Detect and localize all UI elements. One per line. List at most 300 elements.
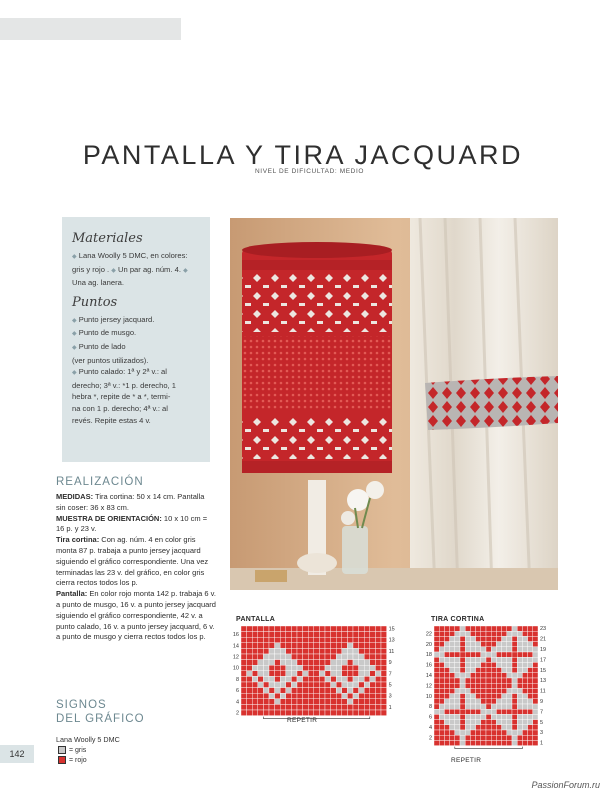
chart-cell (496, 740, 501, 745)
chart-cell (455, 720, 460, 725)
chart-cell (336, 699, 342, 705)
chart-cell (486, 720, 491, 725)
chart-cell (353, 648, 359, 654)
tira-text: Con ag. núm. 4 en color gris monta 87 p. trabaja a punto jersey jacquard siguiendo el gráfico correspondiente. Una vez terminadas las 23 v. del gráfico, en color gris cierra rectos todos los p. (56, 535, 209, 588)
chart-cell (444, 631, 449, 636)
chart-cell (325, 699, 331, 705)
chart-cell (314, 632, 320, 638)
chart-cell (502, 683, 507, 688)
chart-cell (486, 709, 491, 714)
chart-cell (481, 714, 486, 719)
chart-cell (491, 673, 496, 678)
chart-cell (319, 643, 325, 649)
chart-cell (476, 668, 481, 673)
chart-cell (375, 665, 381, 671)
chart-cell (444, 720, 449, 725)
chart-cell (481, 694, 486, 699)
chart-cell (502, 740, 507, 745)
chart-cell (465, 683, 470, 688)
chart-cell (303, 676, 309, 682)
chart-cell (325, 643, 331, 649)
chart-cell (517, 720, 522, 725)
chart-cell (528, 730, 533, 735)
chart-cell (275, 665, 281, 671)
chart-cell (247, 665, 253, 671)
chart-cell (252, 682, 258, 688)
chart-cell (450, 662, 455, 667)
chart-cell (336, 710, 342, 716)
muestra-label: MUESTRA DE ORIENTACIÓN: (56, 513, 162, 523)
chart-cell (460, 662, 465, 667)
chart-cell (308, 710, 314, 716)
chart-cell (269, 654, 275, 660)
chart-cell (247, 626, 253, 632)
chart-cell (241, 671, 247, 677)
chart-cell (434, 714, 439, 719)
chart-cell (258, 660, 264, 666)
chart-cell (496, 673, 501, 678)
row-number: 11 (540, 688, 546, 695)
chart-cell (465, 652, 470, 657)
chart-cell (486, 647, 491, 652)
chart-cell (336, 688, 342, 694)
lampshade-photo-image (230, 218, 558, 590)
chart-cell (297, 637, 303, 643)
chart-cell (247, 682, 253, 688)
chart-cell (507, 647, 512, 652)
chart-cell (512, 740, 517, 745)
chart-cell (353, 632, 359, 638)
row-number: 5 (540, 719, 544, 726)
chart-cell (252, 632, 258, 638)
chart-cell (252, 643, 258, 649)
chart-cell (347, 654, 353, 660)
chart-cell (486, 631, 491, 636)
chart-cell (347, 632, 353, 638)
chart-cell (496, 657, 501, 662)
chart-cell (470, 652, 475, 657)
chart-cell (308, 693, 314, 699)
chart-cell (512, 652, 517, 657)
chart-cell (359, 660, 365, 666)
chart-cell (486, 735, 491, 740)
chart-cell (502, 631, 507, 636)
chart-cell (353, 643, 359, 649)
chart-cell (522, 647, 527, 652)
chart-cell (269, 637, 275, 643)
chart-cell (286, 643, 292, 649)
chart-cell (439, 740, 444, 745)
legend-label: = gris (69, 746, 87, 754)
chart-cell (291, 665, 297, 671)
chart-cell (517, 694, 522, 699)
chart-cell (342, 671, 348, 677)
chart-cell (375, 688, 381, 694)
chart-cell (496, 714, 501, 719)
chart-cell (247, 693, 253, 699)
chart-cell (359, 626, 365, 632)
chart-cell (359, 643, 365, 649)
chart-cell (434, 673, 439, 678)
chart-cell (297, 688, 303, 694)
chart-cell (517, 683, 522, 688)
chart-cell (359, 637, 365, 643)
pantalla-chart-label: PANTALLA (236, 616, 276, 623)
chart-cell (275, 637, 281, 643)
chart-cell (280, 637, 286, 643)
chart-cell (507, 673, 512, 678)
chart-cell (286, 699, 292, 705)
chart-cell (455, 626, 460, 631)
chart-cell (364, 632, 370, 638)
tira-label: Tira cortina: (56, 535, 100, 545)
chart-cell (512, 636, 517, 641)
chart-cell (517, 699, 522, 704)
chart-cell (308, 704, 314, 710)
page-number: 142 (0, 745, 34, 763)
chart-cell (481, 668, 486, 673)
chart-cell (465, 673, 470, 678)
chart-cell (522, 694, 527, 699)
chart-cell (247, 643, 253, 649)
chart-cell (336, 637, 342, 643)
chart-cell (528, 647, 533, 652)
chart-cell (359, 704, 365, 710)
chart-cell (444, 683, 449, 688)
chart-cell (258, 637, 264, 643)
chart-cell (460, 652, 465, 657)
chart-cell (491, 668, 496, 673)
chart-cell (286, 660, 292, 666)
chart-cell (470, 662, 475, 667)
chart-cell (465, 688, 470, 693)
chart-cell (319, 704, 325, 710)
chart-cell (252, 660, 258, 666)
chart-cell (303, 688, 309, 694)
chart-cell (470, 720, 475, 725)
chart-cell (303, 654, 309, 660)
chart-cell (247, 671, 253, 677)
chart-cell (263, 682, 269, 688)
chart-cell (533, 688, 538, 693)
chart-cell (325, 626, 331, 632)
chart-cell (291, 693, 297, 699)
chart-cell (364, 682, 370, 688)
chart-cell (465, 704, 470, 709)
chart-cell (439, 730, 444, 735)
chart-cell (496, 642, 501, 647)
chart-cell (308, 688, 314, 694)
chart-cell (502, 657, 507, 662)
chart-cell (444, 642, 449, 647)
chart-cell (470, 673, 475, 678)
chart-cell (275, 671, 281, 677)
chart-cell (314, 665, 320, 671)
chart-cell (455, 709, 460, 714)
chart-cell (247, 648, 253, 654)
chart-cell (481, 720, 486, 725)
chart-cell (481, 652, 486, 657)
chart-cell (286, 671, 292, 677)
chart-cell (496, 668, 501, 673)
chart-cell (455, 694, 460, 699)
chart-cell (528, 688, 533, 693)
chart-cell (258, 682, 264, 688)
chart-cell (319, 688, 325, 694)
chart-cell (481, 709, 486, 714)
chart-cell (496, 709, 501, 714)
chart-cell (465, 657, 470, 662)
chart-cell (364, 671, 370, 677)
chart-cell (314, 704, 320, 710)
chart-cell (381, 665, 387, 671)
chart-cell (325, 710, 331, 716)
chart-cell (460, 735, 465, 740)
chart-cell (263, 671, 269, 677)
chart-cell (353, 637, 359, 643)
chart-cell (375, 710, 381, 716)
chart-cell (263, 704, 269, 710)
chart-cell (465, 642, 470, 647)
chart-cell (308, 665, 314, 671)
chart-cell (439, 688, 444, 693)
chart-cell (528, 678, 533, 683)
chart-cell (533, 652, 538, 657)
chart-cell (331, 660, 337, 666)
chart-cell (342, 660, 348, 666)
chart-cell (444, 730, 449, 735)
chart-cell (502, 678, 507, 683)
chart-cell (303, 704, 309, 710)
chart-cell (517, 668, 522, 673)
chart-cell (533, 647, 538, 652)
chart-cell (507, 683, 512, 688)
chart-cell (370, 710, 376, 716)
chart-cell (359, 676, 365, 682)
chart-cell (476, 730, 481, 735)
chart-cell (481, 662, 486, 667)
chart-cell (375, 648, 381, 654)
chart-cell (476, 725, 481, 730)
chart-cell (528, 642, 533, 647)
chart-cell (347, 626, 353, 632)
chart-cell (252, 654, 258, 660)
chart-cell (533, 636, 538, 641)
chart-cell (517, 647, 522, 652)
chart-cell (353, 665, 359, 671)
chart-cell (342, 704, 348, 710)
chart-cell (507, 652, 512, 657)
chart-cell (528, 631, 533, 636)
chart-cell (353, 654, 359, 660)
chart-cell (291, 671, 297, 677)
chart-cell (434, 740, 439, 745)
chart-cell (533, 662, 538, 667)
chart-cell (465, 631, 470, 636)
difficulty-level: NIVEL DE DIFICULTAD: MEDIO (255, 168, 365, 175)
chart-cell (314, 626, 320, 632)
chart-cell (517, 626, 522, 631)
chart-cell (241, 704, 247, 710)
chart-cell (336, 665, 342, 671)
chart-cell (336, 626, 342, 632)
chart-cell (496, 720, 501, 725)
chart-cell (269, 632, 275, 638)
chart-cell (491, 647, 496, 652)
chart-cell (465, 740, 470, 745)
chart-cell (375, 660, 381, 666)
chart-cell (528, 714, 533, 719)
chart-cell (280, 648, 286, 654)
chart-cell (481, 699, 486, 704)
chart-cell (434, 688, 439, 693)
chart-cell (444, 668, 449, 673)
chart-cell (291, 676, 297, 682)
chart-cell (528, 626, 533, 631)
chart-cell (331, 643, 337, 649)
chart-cell (491, 688, 496, 693)
chart-cell (502, 668, 507, 673)
tira-chart-grid (421, 624, 561, 758)
chart-cell (460, 668, 465, 673)
chart-cell (314, 676, 320, 682)
chart-cell (444, 662, 449, 667)
chart-cell (381, 710, 387, 716)
row-number: 8 (428, 704, 432, 711)
chart-cell (481, 642, 486, 647)
chart-cell (364, 693, 370, 699)
legend-grey (58, 746, 216, 754)
chart-cell (522, 657, 527, 662)
chart-cell (434, 720, 439, 725)
chart-cell (512, 673, 517, 678)
row-number: 20 (425, 641, 432, 648)
chart-cell (353, 676, 359, 682)
chart-cell (481, 740, 486, 745)
chart-cell (455, 688, 460, 693)
chart-cell (359, 699, 365, 705)
chart-cell (507, 694, 512, 699)
chart-cell (486, 704, 491, 709)
chart-cell (280, 660, 286, 666)
chart-cell (465, 725, 470, 730)
chart-cell (439, 647, 444, 652)
chart-cell (297, 626, 303, 632)
chart-cell (241, 654, 247, 660)
chart-cell (319, 693, 325, 699)
row-number: 9 (388, 660, 392, 667)
chart-cell (470, 631, 475, 636)
page-title: PANTALLA Y TIRA JACQUARD (82, 140, 524, 170)
chart-cell (450, 730, 455, 735)
chart-cell (314, 660, 320, 666)
chart-cell (308, 682, 314, 688)
chart-cell (280, 654, 286, 660)
chart-cell (522, 662, 527, 667)
chart-cell (325, 704, 331, 710)
chart-cell (460, 725, 465, 730)
chart-cell (291, 682, 297, 688)
chart-cell (297, 699, 303, 705)
chart-cell (336, 648, 342, 654)
chart-cell (522, 668, 527, 673)
chart-cell (342, 682, 348, 688)
chart-cell (286, 688, 292, 694)
chart-cell (481, 704, 486, 709)
chart-cell (460, 704, 465, 709)
chart-cell (507, 662, 512, 667)
chart-cell (370, 699, 376, 705)
chart-cell (522, 652, 527, 657)
chart-cell (342, 693, 348, 699)
chart-cell (353, 699, 359, 705)
chart-cell (359, 710, 365, 716)
chart-cell (375, 654, 381, 660)
chart-cell (252, 676, 258, 682)
chart-cell (439, 673, 444, 678)
chart-cell (450, 657, 455, 662)
chart-cell (319, 676, 325, 682)
chart-cell (308, 637, 314, 643)
chart-cell (247, 704, 253, 710)
chart-cell (286, 637, 292, 643)
tira-chart-label: TIRA CORTINA (431, 616, 485, 623)
chart-cell (455, 631, 460, 636)
chart-cell (512, 725, 517, 730)
chart-cell (308, 648, 314, 654)
materials-line: Una ag. lanera. (72, 278, 124, 288)
chart-cell (319, 626, 325, 632)
chart-cell (291, 626, 297, 632)
chart-cell (263, 699, 269, 705)
chart-cell (291, 688, 297, 694)
chart-cell (450, 709, 455, 714)
chart-cell (491, 678, 496, 683)
chart-cell (275, 682, 281, 688)
chart-cell (491, 720, 496, 725)
chart-cell (533, 720, 538, 725)
chart-cell (325, 671, 331, 677)
pantalla-repeat-label: REPETIR (287, 717, 318, 724)
chart-cell (319, 660, 325, 666)
chart-cell (303, 648, 309, 654)
chart-cell (502, 714, 507, 719)
materials-line: ag. núm. 4. (142, 264, 181, 274)
chart-cell (381, 693, 387, 699)
chart-cell (450, 714, 455, 719)
chart-cell (481, 683, 486, 688)
chart-cell (314, 710, 320, 716)
chart-cell (269, 660, 275, 666)
chart-cell (381, 682, 387, 688)
chart-cell (491, 735, 496, 740)
chart-cell (269, 671, 275, 677)
chart-cell (359, 654, 365, 660)
chart-cell (434, 694, 439, 699)
chart-cell (331, 637, 337, 643)
chart-cell (496, 725, 501, 730)
chart-cell (460, 642, 465, 647)
chart-cell (434, 678, 439, 683)
chart-cell (303, 660, 309, 666)
chart-cell (512, 662, 517, 667)
chart-cell (319, 648, 325, 654)
chart-cell (496, 652, 501, 657)
chart-cell (460, 714, 465, 719)
chart-cell (481, 636, 486, 641)
chart-cell (522, 735, 527, 740)
chart-cell (517, 730, 522, 735)
